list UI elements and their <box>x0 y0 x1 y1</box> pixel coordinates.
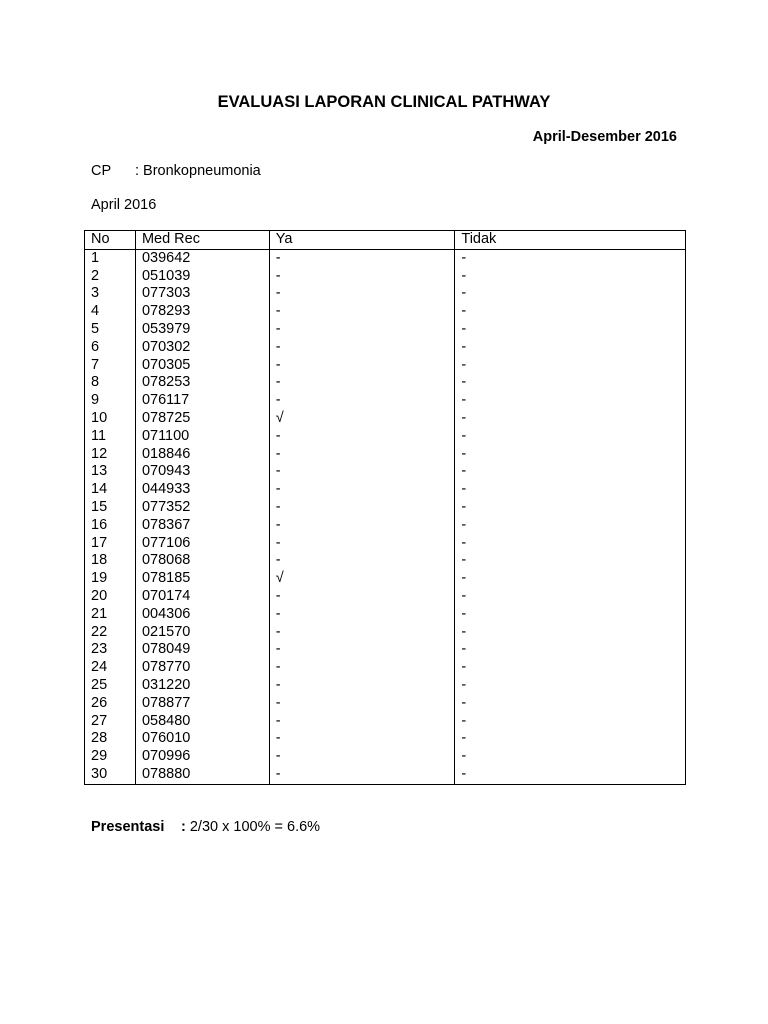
cell-ya: - <box>269 481 455 499</box>
cell-no: 16 <box>85 517 136 535</box>
cell-tidak: - <box>455 606 686 624</box>
cell-no: 18 <box>85 552 136 570</box>
table-row <box>85 695 686 713</box>
cell-no: 29 <box>85 748 136 766</box>
table-row <box>85 285 686 303</box>
cell-tidak: - <box>455 641 686 659</box>
page-title: EVALUASI LAPORAN CLINICAL PATHWAY <box>217 93 551 111</box>
cell-no: 2 <box>85 268 136 286</box>
cell-ya: - <box>269 730 455 748</box>
cell-no: 26 <box>85 695 136 713</box>
cell-ya: - <box>269 268 455 286</box>
cell-ya: - <box>269 695 455 713</box>
table-row <box>85 748 686 766</box>
cell-tidak: - <box>455 695 686 713</box>
table-row <box>85 624 686 642</box>
cell-ya: - <box>269 303 455 321</box>
table-row <box>85 535 686 553</box>
cp-row <box>91 163 261 179</box>
cell-med-rec: 078725 <box>135 410 269 428</box>
table-row <box>85 588 686 606</box>
table-row <box>85 463 686 481</box>
cell-no: 11 <box>85 428 136 446</box>
cell-tidak: - <box>455 570 686 588</box>
cell-no: 24 <box>85 659 136 677</box>
cell-ya: - <box>269 641 455 659</box>
cell-tidak: - <box>455 428 686 446</box>
cell-tidak: - <box>455 268 686 286</box>
cell-med-rec: 078877 <box>135 695 269 713</box>
cell-med-rec: 031220 <box>135 677 269 695</box>
cp-value: : Bronkopneumonia <box>135 163 261 179</box>
cell-no: 13 <box>85 463 136 481</box>
cell-ya: - <box>269 659 455 677</box>
cell-ya: - <box>269 446 455 464</box>
table-row <box>85 374 686 392</box>
table-row <box>85 392 686 410</box>
cell-ya: - <box>269 552 455 570</box>
cell-med-rec: 070943 <box>135 463 269 481</box>
cell-med-rec: 076117 <box>135 392 269 410</box>
cell-ya: - <box>269 357 455 375</box>
table-header-row <box>85 231 686 250</box>
cell-no: 14 <box>85 481 136 499</box>
cell-no: 20 <box>85 588 136 606</box>
table-row <box>85 339 686 357</box>
table-row <box>85 517 686 535</box>
cell-ya: - <box>269 463 455 481</box>
table-row <box>85 268 686 286</box>
cell-ya: - <box>269 517 455 535</box>
table-row <box>85 321 686 339</box>
cell-tidak: - <box>455 499 686 517</box>
table-row <box>85 766 686 784</box>
header-ya: Ya <box>269 231 455 250</box>
cell-tidak: - <box>455 410 686 428</box>
cell-med-rec: 078293 <box>135 303 269 321</box>
cell-med-rec: 053979 <box>135 321 269 339</box>
cell-no: 15 <box>85 499 136 517</box>
cell-med-rec: 070305 <box>135 357 269 375</box>
table-row <box>85 677 686 695</box>
cell-ya: - <box>269 321 455 339</box>
cell-med-rec: 004306 <box>135 606 269 624</box>
cell-med-rec: 070174 <box>135 588 269 606</box>
cell-ya: - <box>269 677 455 695</box>
cell-tidak: - <box>455 659 686 677</box>
cell-tidak: - <box>455 249 686 267</box>
table-row <box>85 357 686 375</box>
table-row <box>85 428 686 446</box>
period-label: April-Desember 2016 <box>532 129 677 145</box>
cell-tidak: - <box>455 392 686 410</box>
cell-no: 8 <box>85 374 136 392</box>
cell-ya: - <box>269 428 455 446</box>
evaluation-table <box>84 230 686 785</box>
cell-med-rec: 078880 <box>135 766 269 784</box>
table-row <box>85 713 686 731</box>
cell-tidak: - <box>455 285 686 303</box>
cell-tidak: - <box>455 677 686 695</box>
cell-ya: - <box>269 748 455 766</box>
cell-med-rec: 078185 <box>135 570 269 588</box>
table-row <box>85 606 686 624</box>
cell-med-rec: 058480 <box>135 713 269 731</box>
cell-no: 4 <box>85 303 136 321</box>
cell-med-rec: 051039 <box>135 268 269 286</box>
summary-row <box>91 819 320 835</box>
table-row <box>85 641 686 659</box>
cell-med-rec: 078068 <box>135 552 269 570</box>
table-row <box>85 730 686 748</box>
cell-med-rec: 078770 <box>135 659 269 677</box>
table-row <box>85 481 686 499</box>
cell-ya: - <box>269 535 455 553</box>
month-label: April 2016 <box>91 197 157 213</box>
cell-med-rec: 021570 <box>135 624 269 642</box>
cell-ya: - <box>269 713 455 731</box>
cell-tidak: - <box>455 321 686 339</box>
cell-ya: - <box>269 606 455 624</box>
cell-no: 25 <box>85 677 136 695</box>
table-body <box>85 249 686 784</box>
cell-ya: - <box>269 339 455 357</box>
cell-ya: - <box>269 392 455 410</box>
cell-med-rec: 070996 <box>135 748 269 766</box>
cell-no: 5 <box>85 321 136 339</box>
table-row <box>85 659 686 677</box>
cell-med-rec: 077352 <box>135 499 269 517</box>
table-row <box>85 303 686 321</box>
cell-no: 23 <box>85 641 136 659</box>
cell-tidak: - <box>455 517 686 535</box>
cell-ya: √ <box>269 570 455 588</box>
cell-tidak: - <box>455 303 686 321</box>
cell-tidak: - <box>455 339 686 357</box>
cell-tidak: - <box>455 624 686 642</box>
cell-med-rec: 076010 <box>135 730 269 748</box>
cell-med-rec: 078367 <box>135 517 269 535</box>
summary-label: Presentasi <box>91 819 165 835</box>
cell-tidak: - <box>455 463 686 481</box>
cell-tidak: - <box>455 588 686 606</box>
cell-med-rec: 078049 <box>135 641 269 659</box>
cell-med-rec: 044933 <box>135 481 269 499</box>
cell-med-rec: 018846 <box>135 446 269 464</box>
cell-no: 30 <box>85 766 136 784</box>
cell-ya: - <box>269 588 455 606</box>
table-row <box>85 446 686 464</box>
cell-ya: - <box>269 249 455 267</box>
cell-tidak: - <box>455 552 686 570</box>
cell-tidak: - <box>455 446 686 464</box>
cell-med-rec: 039642 <box>135 249 269 267</box>
cell-tidak: - <box>455 730 686 748</box>
table-row <box>85 249 686 267</box>
cell-tidak: - <box>455 535 686 553</box>
cell-ya: - <box>269 374 455 392</box>
cell-tidak: - <box>455 357 686 375</box>
cell-tidak: - <box>455 766 686 784</box>
cell-no: 6 <box>85 339 136 357</box>
cell-ya: - <box>269 766 455 784</box>
header-med-rec: Med Rec <box>135 231 269 250</box>
summary-colon: : <box>181 819 186 835</box>
cell-no: 7 <box>85 357 136 375</box>
cell-med-rec: 077106 <box>135 535 269 553</box>
cell-ya: - <box>269 624 455 642</box>
cell-no: 12 <box>85 446 136 464</box>
table-row <box>85 570 686 588</box>
cell-no: 9 <box>85 392 136 410</box>
cell-ya: √ <box>269 410 455 428</box>
cell-tidak: - <box>455 374 686 392</box>
cell-no: 27 <box>85 713 136 731</box>
cell-no: 3 <box>85 285 136 303</box>
cell-no: 21 <box>85 606 136 624</box>
table-row <box>85 499 686 517</box>
cell-no: 28 <box>85 730 136 748</box>
summary-value: 2/30 x 100% = 6.6% <box>185 819 321 835</box>
cell-no: 17 <box>85 535 136 553</box>
cell-med-rec: 077303 <box>135 285 269 303</box>
cell-no: 19 <box>85 570 136 588</box>
cell-tidak: - <box>455 713 686 731</box>
cell-ya: - <box>269 499 455 517</box>
table-row <box>85 410 686 428</box>
cell-med-rec: 078253 <box>135 374 269 392</box>
cell-no: 22 <box>85 624 136 642</box>
cell-ya: - <box>269 285 455 303</box>
header-no: No <box>85 231 136 250</box>
header-tidak: Tidak <box>455 231 686 250</box>
cell-tidak: - <box>455 481 686 499</box>
cell-no: 1 <box>85 249 136 267</box>
cell-med-rec: 070302 <box>135 339 269 357</box>
cell-no: 10 <box>85 410 136 428</box>
table-row <box>85 552 686 570</box>
cell-med-rec: 071100 <box>135 428 269 446</box>
cp-label: CP <box>91 163 112 179</box>
cell-tidak: - <box>455 748 686 766</box>
